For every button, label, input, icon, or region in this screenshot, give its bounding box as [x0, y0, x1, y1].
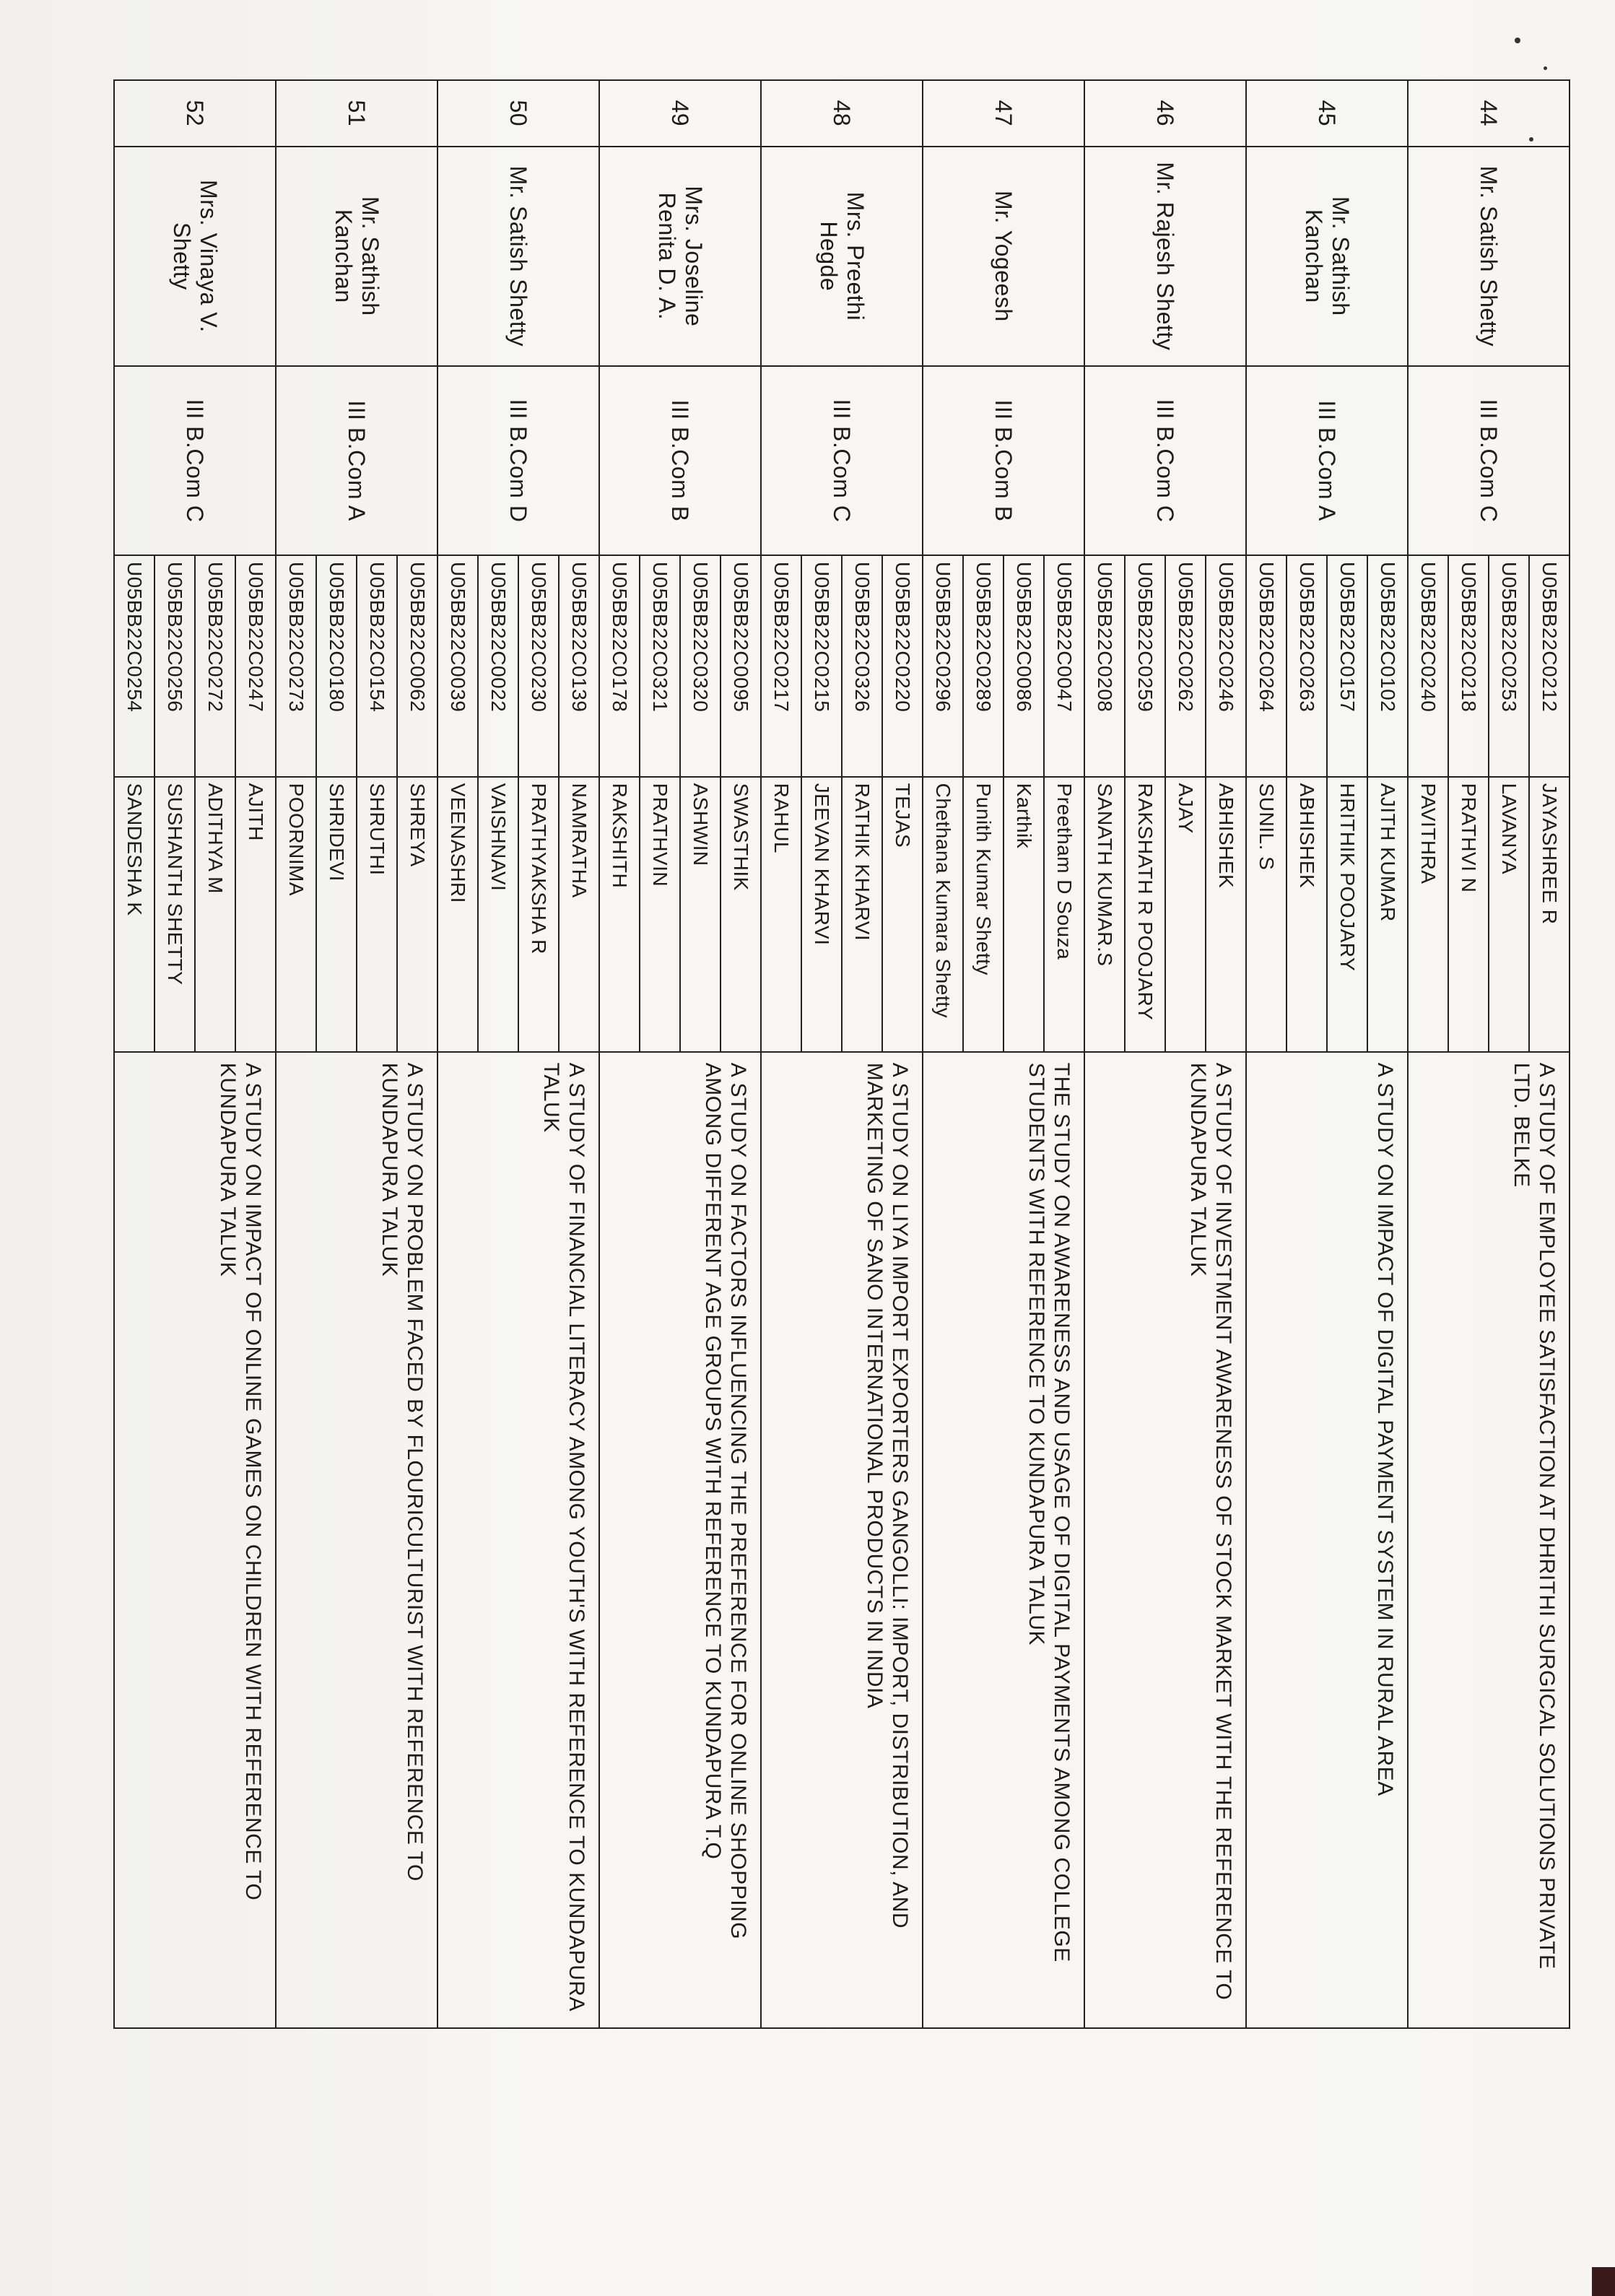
project-title: A STUDY ON IMPACT OF ONLINE GAMES ON CHILDREN WITH REFERENCE TO KUNDAPURA TALUK [114, 1052, 276, 2028]
register-number: U05BB22C0218 [1448, 555, 1489, 777]
project-title: A STUDY OF EMPLOYEE SATISFACTION AT DHRITHI SURGICAL SOLUTIONS PRIVATE LTD. BELKE [1408, 1052, 1570, 2028]
register-number: U05BB22C0220 [882, 555, 923, 777]
scan-corner-artifact [1592, 2267, 1615, 2296]
register-number: U05BB22C0253 [1489, 555, 1529, 777]
student-name: ASHWIN [680, 777, 721, 1052]
guide-name: Mrs. Preethi Hegde [761, 147, 923, 367]
register-number: U05BB22C0039 [438, 555, 478, 777]
student-name: SHRIDEVI [316, 777, 357, 1052]
register-number: U05BB22C0289 [963, 555, 1004, 777]
project-title: THE STUDY ON AWARENESS AND USAGE OF DIGITAL PAYMENTS AMONG COLLEGE STUDENTS WITH REFERENCE TO KUNDAPURA TALUK [923, 1052, 1084, 2028]
register-number: U05BB22C0022 [478, 555, 518, 777]
table-row [721, 80, 761, 2028]
register-number: U05BB22C0047 [1044, 555, 1084, 777]
class-name: III B.Com C [761, 366, 923, 555]
group-number: 51 [276, 80, 438, 147]
scan-speck [1515, 38, 1520, 43]
student-name: JEEVAN KHARVI [801, 777, 842, 1052]
guide-name: Mrs. Joseline Renita D. A. [599, 147, 761, 367]
student-name: Preetham D Souza [1044, 777, 1084, 1052]
class-name: III B.Com A [1246, 366, 1408, 555]
student-name: ABHISHEK [1206, 777, 1246, 1052]
table-row [235, 80, 276, 2028]
register-number: U05BB22C0263 [1287, 555, 1327, 777]
student-name: SANATH KUMAR.S [1084, 777, 1125, 1052]
student-name: SHRUTHI [357, 777, 397, 1052]
register-number: U05BB22C0062 [397, 555, 438, 777]
register-number: U05BB22C0321 [640, 555, 680, 777]
guide-name: Mr. Sathish Kanchan [276, 147, 438, 367]
class-name: III B.Com C [1084, 366, 1246, 555]
table-row [1206, 80, 1246, 2028]
project-allocation-table [113, 79, 1570, 2029]
guide-name: Mr. Satish Shetty [1408, 147, 1570, 367]
guide-name: Mr. Sathish Kanchan [1246, 147, 1408, 367]
project-title: A STUDY ON FACTORS INFLUENCING THE PREFERENCE FOR ONLINE SHOPPING AMONG DIFFERENT AGE GROUPS WITH REFERENCE TO KUNDAPURA T.Q [599, 1052, 761, 2028]
register-number: U05BB22C0230 [518, 555, 559, 777]
register-number: U05BB22C0102 [1367, 555, 1408, 777]
register-number: U05BB22C0215 [801, 555, 842, 777]
table-row [1367, 80, 1408, 2028]
class-name: III B.Com C [1408, 366, 1570, 555]
student-name: PRATHVI N [1448, 777, 1489, 1052]
student-name: SANDESHA K [114, 777, 154, 1052]
table-row [559, 80, 599, 2028]
class-name: III B.Com B [923, 366, 1084, 555]
student-name: RATHIK KHARVI [842, 777, 882, 1052]
student-name: ADITHYA M [195, 777, 235, 1052]
register-number: U05BB22C0139 [559, 555, 599, 777]
project-title: A STUDY OF FINANCIAL LITERACY AMONG YOUTH'S WITH REFERENCE TO KUNDAPURA TALUK [438, 1052, 599, 2028]
register-number: U05BB22C0180 [316, 555, 357, 777]
class-name: III B.Com A [276, 366, 438, 555]
table-row [882, 80, 923, 2028]
student-name: Karthik [1004, 777, 1044, 1052]
student-name: Punith Kumar Shetty [963, 777, 1004, 1052]
student-name: SUNIL. S [1246, 777, 1287, 1052]
group-number: 52 [114, 80, 276, 147]
project-title: A STUDY OF INVESTMENT AWARENESS OF STOCK MARKET WITH THE REFERENCE TO KUNDAPURA TALUK [1084, 1052, 1246, 2028]
student-name: SWASTHIK [721, 777, 761, 1052]
group-number: 49 [599, 80, 761, 147]
student-name: AJITH KUMAR [1367, 777, 1408, 1052]
group-number: 44 [1408, 80, 1570, 147]
student-name: NAMRATHA [559, 777, 599, 1052]
register-number: U05BB22C0086 [1004, 555, 1044, 777]
student-name: RAKSHATH R POOJARY [1125, 777, 1165, 1052]
student-name: LAVANYA [1489, 777, 1529, 1052]
group-number: 46 [1084, 80, 1246, 147]
register-number: U05BB22C0320 [680, 555, 721, 777]
class-name: III B.Com C [114, 366, 276, 555]
project-title: A STUDY ON LIYA IMPORT EXPORTERS GANGOLLI: IMPORT, DISTRIBUTION, AND MARKETING OF SANO INTERNATIONAL PRODUCTS IN INDIA [761, 1052, 923, 2028]
student-name: TEJAS [882, 777, 923, 1052]
register-number: U05BB22C0262 [1165, 555, 1206, 777]
table-row [1044, 80, 1084, 2028]
table-row [1529, 80, 1570, 2028]
table-row [397, 80, 438, 2028]
student-name: SHREYA [397, 777, 438, 1052]
student-name: HRITHIK POOJARY [1327, 777, 1367, 1052]
register-number: U05BB22C0264 [1246, 555, 1287, 777]
student-name: JAYASHREE R [1529, 777, 1570, 1052]
register-number: U05BB22C0240 [1408, 555, 1448, 777]
student-name: PRATHVIN [640, 777, 680, 1052]
guide-name: Mr. Rajesh Shetty [1084, 147, 1246, 367]
register-number: U05BB22C0217 [761, 555, 801, 777]
student-name: VEENASHRI [438, 777, 478, 1052]
register-number: U05BB22C0254 [114, 555, 154, 777]
student-name: AJAY [1165, 777, 1206, 1052]
group-number: 47 [923, 80, 1084, 147]
register-number: U05BB22C0296 [923, 555, 963, 777]
student-name: RAKSHITH [599, 777, 640, 1052]
table-body [114, 80, 1570, 2028]
class-name: III B.Com D [438, 366, 599, 555]
register-number: U05BB22C0326 [842, 555, 882, 777]
rotated-table-wrapper [119, 79, 1570, 2029]
student-name: VAISHNAVI [478, 777, 518, 1052]
register-number: U05BB22C0247 [235, 555, 276, 777]
register-number: U05BB22C0256 [154, 555, 195, 777]
student-name: ABHISHEK [1287, 777, 1327, 1052]
student-name: SUSHANTH SHETTY [154, 777, 195, 1052]
register-number: U05BB22C0095 [721, 555, 761, 777]
register-number: U05BB22C0178 [599, 555, 640, 777]
register-number: U05BB22C0259 [1125, 555, 1165, 777]
student-name: Chethana Kumara Shetty [923, 777, 963, 1052]
student-name: PAVITHRA [1408, 777, 1448, 1052]
register-number: U05BB22C0212 [1529, 555, 1570, 777]
register-number: U05BB22C0246 [1206, 555, 1246, 777]
student-name: PRATHYAKSHA R [518, 777, 559, 1052]
scan-speck [1544, 66, 1547, 70]
register-number: U05BB22C0154 [357, 555, 397, 777]
student-name: RAHUL [761, 777, 801, 1052]
class-name: III B.Com B [599, 366, 761, 555]
group-number: 48 [761, 80, 923, 147]
register-number: U05BB22C0208 [1084, 555, 1125, 777]
group-number: 45 [1246, 80, 1408, 147]
group-number: 50 [438, 80, 599, 147]
student-name: POORNIMA [276, 777, 316, 1052]
guide-name: Mr. Yogeesh [923, 147, 1084, 367]
register-number: U05BB22C0272 [195, 555, 235, 777]
student-name: AJITH [235, 777, 276, 1052]
register-number: U05BB22C0273 [276, 555, 316, 777]
project-title: A STUDY ON PROBLEM FACED BY FLOURICULTURIST WITH REFERENCE TO KUNDAPURA TALUK [276, 1052, 438, 2028]
register-number: U05BB22C0157 [1327, 555, 1367, 777]
guide-name: Mrs. Vinaya V. Shetty [114, 147, 276, 367]
project-title: A STUDY ON IMPACT OF DIGITAL PAYMENT SYSTEM IN RURAL AREA [1246, 1052, 1408, 2028]
guide-name: Mr. Satish Shetty [438, 147, 599, 367]
